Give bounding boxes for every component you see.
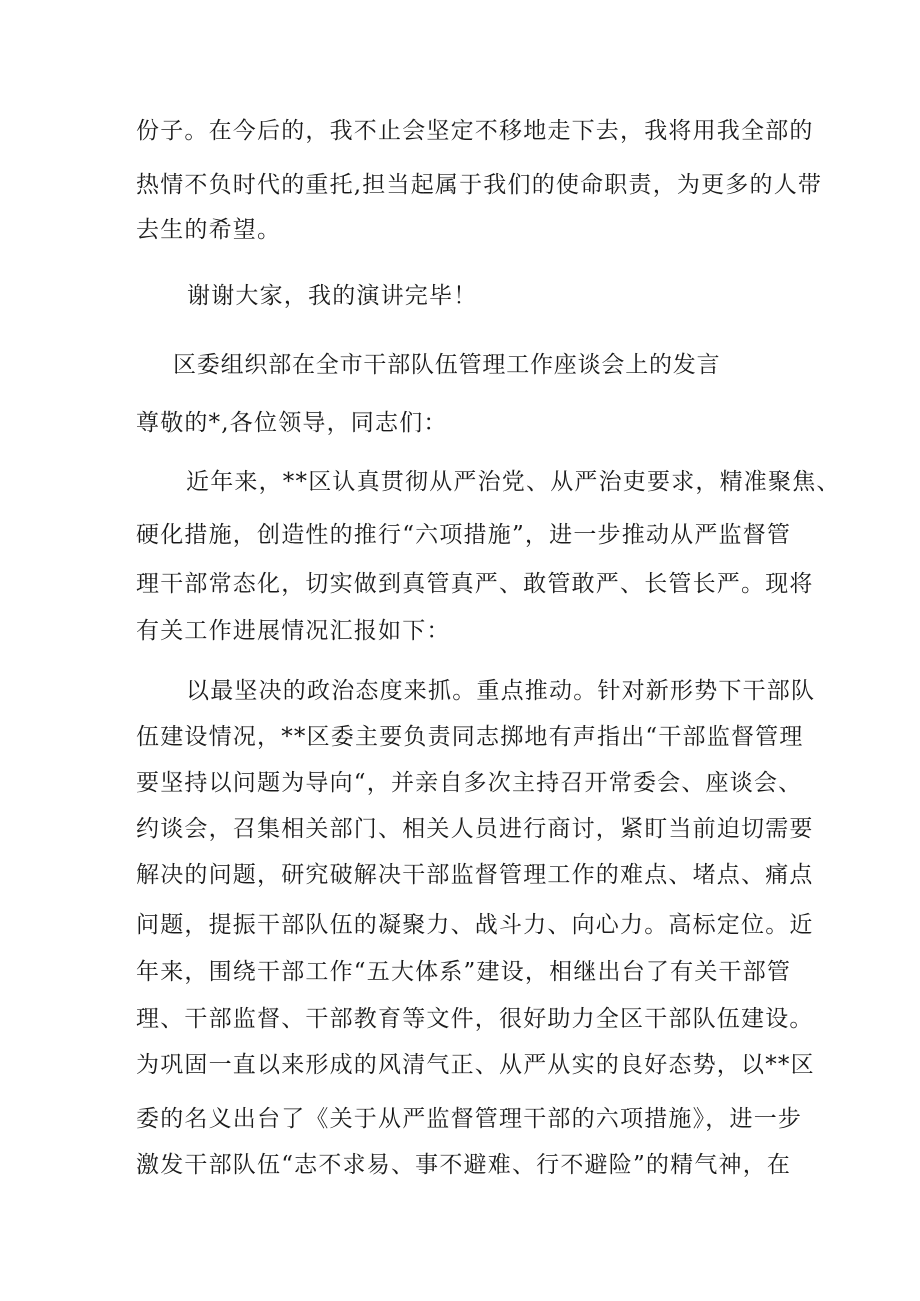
document-title: 区委组织部在全市干部队伍管理工作座谈会上的发言 — [173, 352, 721, 378]
paragraph-line: 以最坚决的政治态度来抓。重点推动。针对新形势下干部队 — [186, 678, 816, 704]
paragraph-line: 年来，围绕干部工作“五大体系”建设，相继出台了有关干部管 — [136, 959, 792, 985]
paragraph-line: 理、干部监督、干部教育等文件，很好助力全区干部队伍建设。 — [136, 1006, 814, 1032]
salutation: 尊敬的*,各位领导，同志们： — [136, 410, 448, 436]
paragraph-line: 约谈会，召集相关部门、相关人员进行商讨，紧盯当前迫切需要 — [136, 816, 814, 842]
paragraph-line: 为巩固一直以来形成的风清气正、从严从实的良好态势，以**区 — [136, 1052, 815, 1078]
paragraph-line: 近年来，**区认真贯彻从严治党、从严治吏要求，精准聚焦、 — [186, 469, 841, 495]
paragraph-line: 问题，提振干部队伍的凝聚力、战斗力、向心力。高标定位。近 — [136, 912, 814, 938]
paragraph-line: 热情不负时代的重托,担当起属于我们的使命职责，为更多的人带 — [136, 172, 823, 198]
paragraph-line: 有关工作进展情况汇报如下： — [136, 618, 451, 644]
paragraph-line: 解决的问题，研究破解决干部监督管理工作的难点、堵点、痛点 — [136, 862, 814, 888]
paragraph-line: 份子。在今后的，我不止会坚定不移地走下去，我将用我全部的 — [136, 118, 814, 144]
paragraph-line: 伍建设情况，**区委主要负责同志掷地有声指出“干部监督管理 — [136, 724, 804, 750]
paragraph-line: 硬化措施，创造性的推行“六项措施”，进一步推动从严监督管 — [136, 522, 792, 548]
paragraph-line: 委的名义出台了《关于从严监督管理干部的六项措施》，进一步 — [136, 1106, 803, 1132]
paragraph-line: 激发干部队伍“志不求易、事不避难、行不避险”的精气神，在 — [136, 1152, 792, 1178]
closing-line: 谢谢大家，我的演讲完毕！ — [187, 283, 478, 309]
paragraph-line: 要坚持以问题为导向“，并亲自多次主持召开常委会、座谈会、 — [136, 770, 803, 796]
paragraph-line: 理干部常态化，切实做到真管真严、敢管敢严、长管长严。现将 — [136, 571, 814, 597]
paragraph-line: 去生的希望。 — [136, 217, 282, 243]
